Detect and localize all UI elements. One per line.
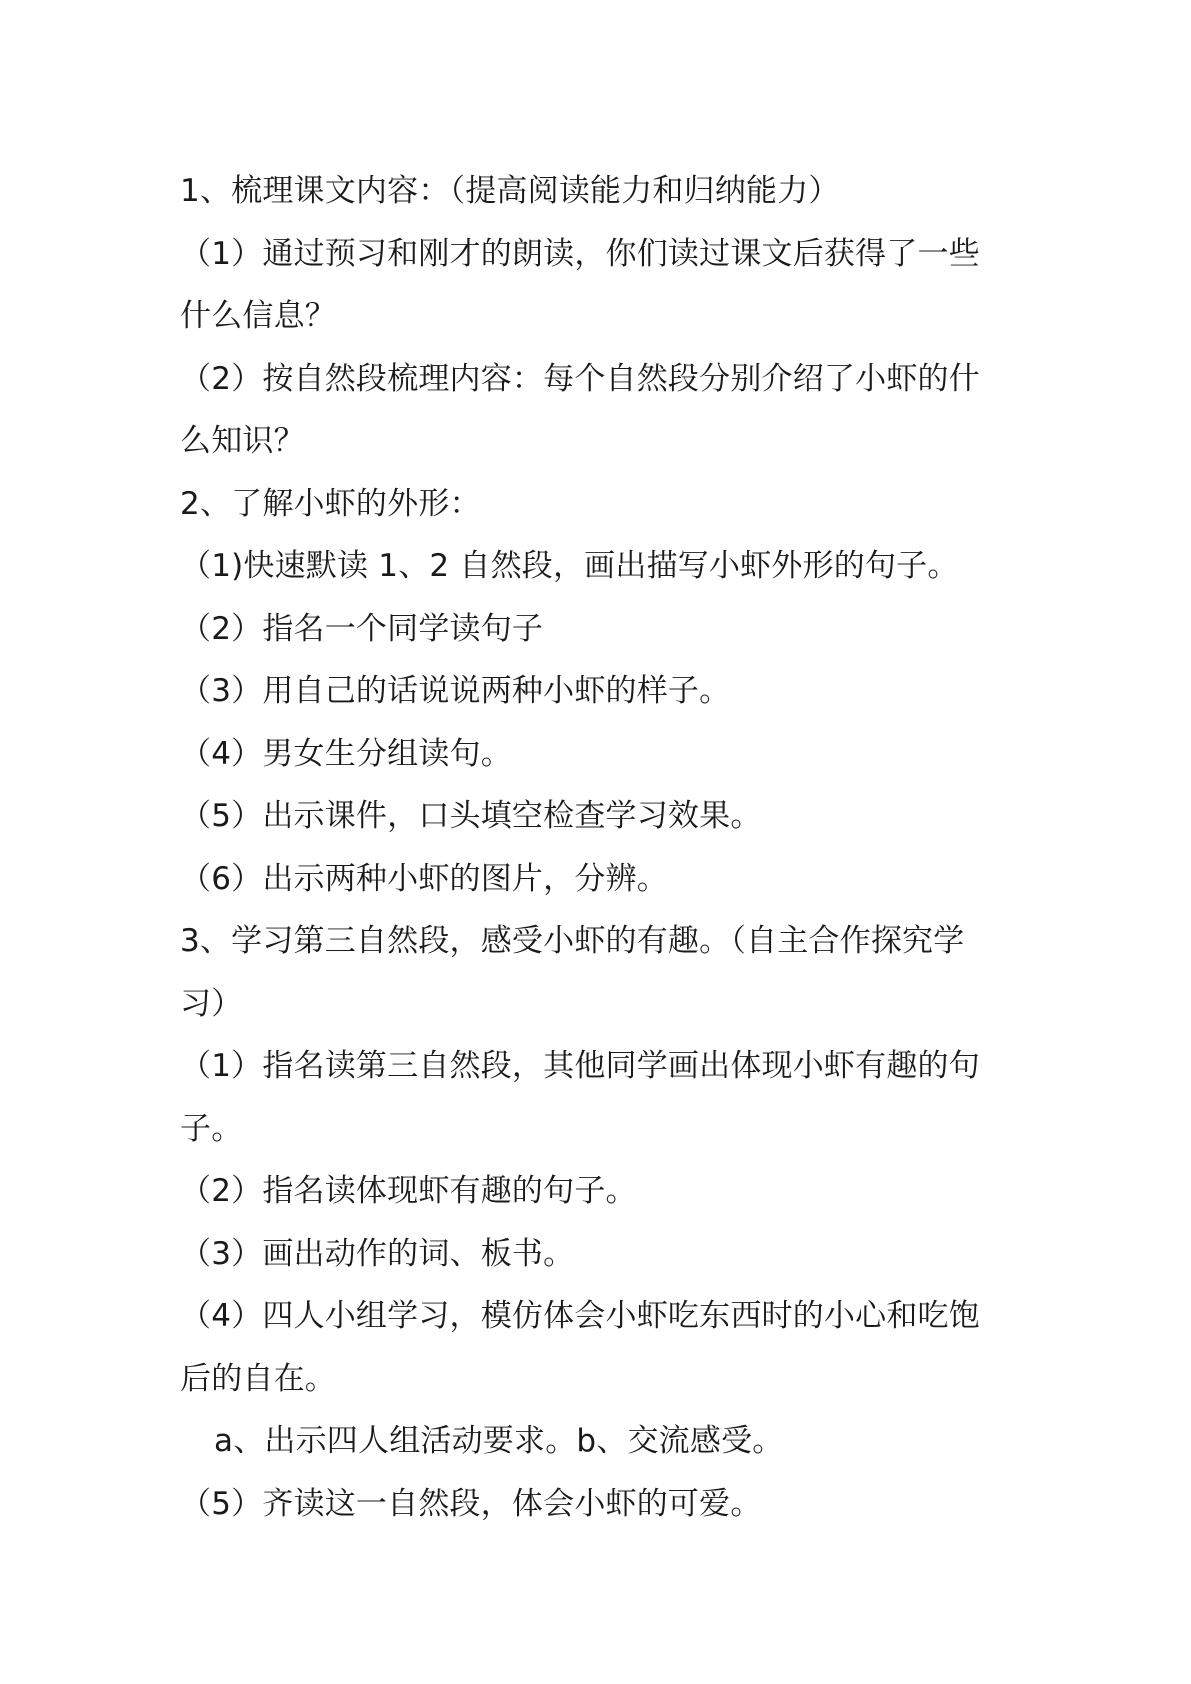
section-heading-3: 3、学习第三自然段，感受小虾的有趣。（自主合作探究学	[180, 923, 965, 959]
document-body	[180, 160, 1020, 1535]
text-line: 习）	[180, 985, 243, 1022]
text-line: a、出示四人组活动要求。b、交流感受。	[214, 1423, 784, 1459]
text-line: （5）出示课件，口头填空检查学习效果。	[180, 798, 762, 834]
text-line: （5）齐读这一自然段，体会小虾的可爱。	[180, 1485, 762, 1522]
text-line: （1）指名读第三自然段，其他同学画出体现小虾有趣的句	[180, 1048, 980, 1084]
text-line: （3）用自己的话说说两种小虾的样子。	[180, 673, 731, 709]
text-line: （4）四人小组学习，模仿体会小虾吃东西时的小心和吃饱	[180, 1298, 980, 1334]
text-line: 后的自在。	[180, 1360, 336, 1397]
text-line: 什么信息？	[180, 298, 336, 334]
text-line: （1)快速默读 1、2 自然段，画出描写小虾外形的句子。	[180, 548, 959, 584]
text-line: （2）指名读体现虾有趣的句子。	[180, 1173, 637, 1209]
text-line: （4）男女生分组读句。	[180, 735, 512, 772]
text-line: （1）通过预习和刚才的朗读，你们读过课文后获得了一些	[180, 235, 980, 272]
text-line: （2）指名一个同学读句子	[180, 610, 544, 647]
text-line: 么知识？	[180, 423, 305, 459]
text-line: （3）画出动作的词、板书。	[180, 1235, 575, 1272]
text-line: （2）按自然段梳理内容：每个自然段分别介绍了小虾的什	[180, 360, 980, 397]
text-line: 子。	[180, 1110, 243, 1147]
section-heading-1: 1、梳理课文内容：（提高阅读能力和归纳能力）	[180, 173, 840, 209]
text-line: （6）出示两种小虾的图片，分辨。	[180, 860, 668, 897]
section-heading-2: 2、了解小虾的外形：	[180, 485, 481, 522]
